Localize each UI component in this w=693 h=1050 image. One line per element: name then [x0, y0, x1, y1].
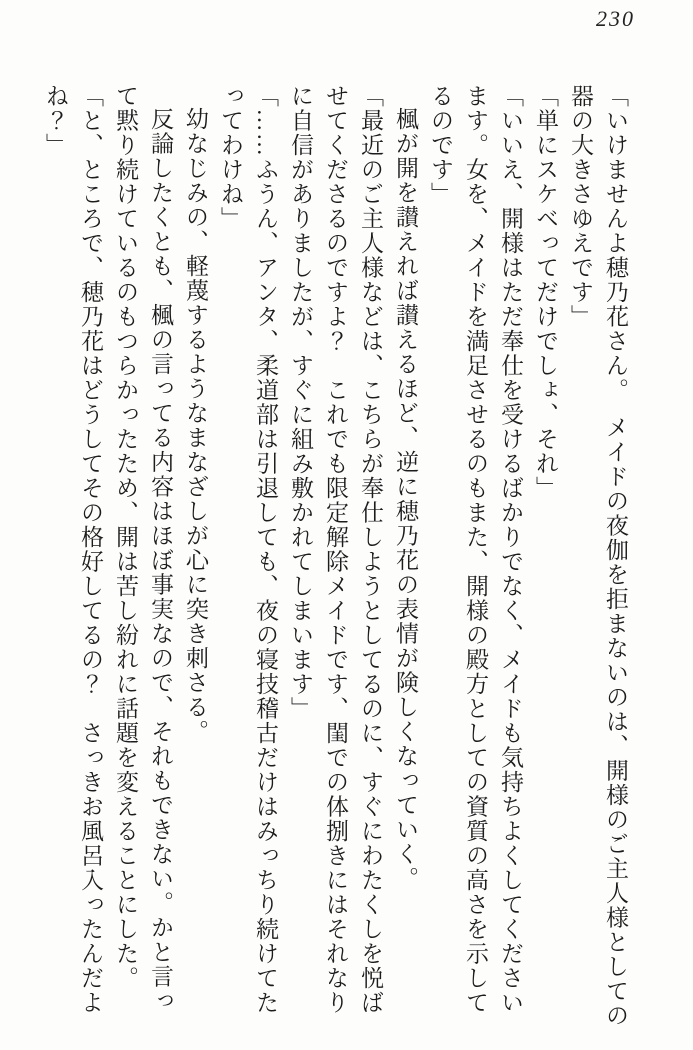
text-line: ます。女を、メイドを満足させるのもまた、開様の殿方としての資質の高さを示して [463, 84, 488, 1015]
text-line: 「と、ところで、穂乃花はどうしてその格好してるの？ さっきお風呂入ったんだよ [78, 84, 103, 1015]
text-line: に自信がありましたが、すぐに組み敷かれてしまいます」 [288, 84, 313, 721]
page-number: 230 [596, 6, 635, 31]
text-line: 「いけませんよ穂乃花さん。 メイドの夜伽を拒まないのは、開様のご主人様としての [603, 84, 628, 1028]
text-line: て黙り続けているのもつらかったため、開は苦し紛れに話題を変えることにした。 [113, 84, 138, 991]
text-line: せてくださるのですよ？ これでも限定解除メイドです、閨での体捌きにはそれなり [323, 84, 348, 1015]
text-line: 「最近のご主人様などは、こちらが奉仕しようとしてるのに、すぐにわたくしを悦ば [358, 84, 383, 1015]
text-line: 反論したくとも、楓の言ってる内容はほぼ事実なので、それもできない。かと言っ [148, 107, 173, 1014]
text-line: 幼なじみの、軽蔑するようなまなざしが心に突き刺さる。 [183, 107, 208, 744]
text-line: ってわけね」 [218, 84, 243, 231]
text-line: 「……ふうん、アンタ、柔道部は引退しても、夜の寝技稽古だけはみっちり続けてた [253, 84, 278, 1015]
text-line: 器の大きさゆえです」 [568, 84, 593, 329]
text-line: ね？」 [43, 84, 68, 158]
text-line: 「単にスケベってだけでしょ、それ」 [533, 84, 558, 501]
text-line: るのです」 [428, 84, 453, 207]
text-line: 「いいえ、開様はただ奉仕を受けるばかりでなく、メイドも気持ちよくしてください [498, 84, 523, 1015]
text-line: 楓が開を讃えれば讃えるほど、逆に穂乃花の表情が険しくなっていく。 [393, 107, 418, 891]
text-columns [41, 84, 633, 1046]
